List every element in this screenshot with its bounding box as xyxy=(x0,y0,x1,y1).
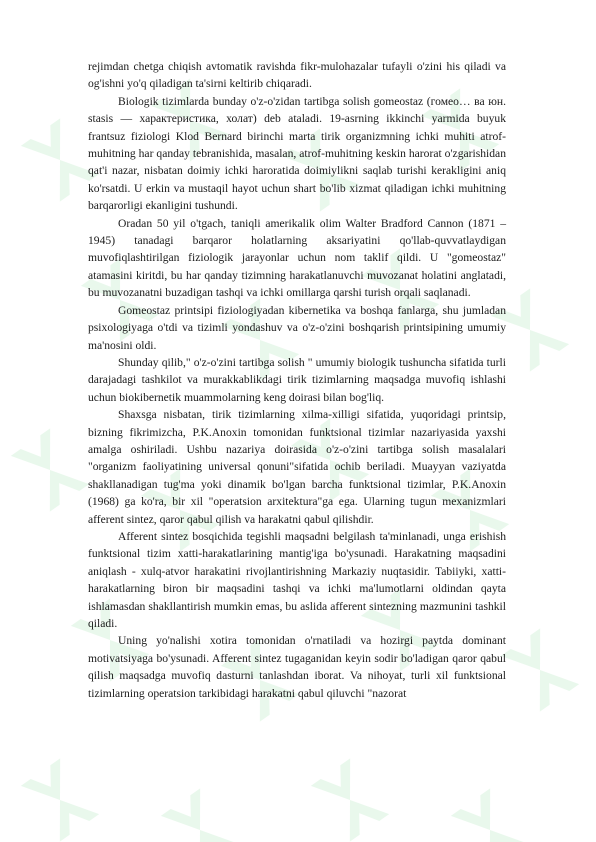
paragraph-8: Uning yo'nalishi xotira tomonidan o'rnatiladi va hozirgi paytda dominant motivatsiyaga bo'ysunadi. Afferent sintez tugaganidan keyin sodir bo'ladigan qaror qabul qilish maqsadga muvofiq dasturni tanlashdan iborat. Va nihoyat, turli xil funktsional tizimlarning operatsion tarkibidagi harakatni qabul qiluvchi "nazorat xyxy=(88,634,506,700)
logo-watermark-icon xyxy=(12,750,107,842)
logo-watermark-icon xyxy=(302,750,397,842)
paragraph-4: Gomeostaz printsipi fiziologiyadan kibernetika va boshqa fanlarga, shu jumladan psixologiyaga o'tdi va tizimli yondashuv va o'z-o'zini boshqarish printsipining umumiy ma'nosini oldi. xyxy=(88,303,506,352)
logo-watermark-icon xyxy=(2,420,97,520)
paragraph-6: Shaxsga nisbatan, tirik tizimlarning xilma-xilligi sifatida, yuqoridagi printsip, bizning fikrimizcha, P.K.Anoxin tomonidan funktsional tizimlar nazariyasida yaxshi amalga oshiriladi. Ushbu nazariya doirasida o'z-o'zini tartibga solish masalalari "organizm faoliyatining universal qonuni"sifatida ochib beriladi. Muayyan vaziyatda shakllanadigan tug'ma yoki dinamik bo'lgan barcha funktsional tizimlar, P.K.Anoxin (1968) ga ko'ra, bir xil "operatsion arxitektura"ga ega. Ularning tugun mexanizmlari afferent sintez, qaror qabul qilish va harakatni qabul qilishdir. xyxy=(88,408,506,526)
paragraph-1: rejimdan chetga chiqish avtomatik ravishda fikr-mulohazalar tufayli o'zini his qiladi va og'ishni yo'q qiladigan ta'sirni keltirib chiqaradi. xyxy=(88,60,506,91)
paragraph-3: Oradan 50 yil o'tgach, taniqli amerikalik olim Walter Bradford Cannon (1871 – 1945) tanadagi barqaror holatlarning aksariyatini qo'llab-quvvatlaydigan muvofiqlashtirilgan fiziologik jarayonlar uchun nom taklif qildi. U "gomeostaz" atamasini kiritdi, bu har qanday tizimning harakatlanuvchi muvozanat holatini anglatadi, bu muvozanatni buzadigan tashqi va ichki omillarga qarshi turish orqali saqlanadi. xyxy=(88,216,506,300)
paragraph-5: Shunday qilib," o'z-o'zini tartibga solish " umumiy biologik tushuncha sifatida turli darajadagi tashkilot va murakkablikdagi tirik tizimlarning maqsadga muvofiq ishlashi uchun biokibernetik muammolarning keng doirasi bilan bog'liq. xyxy=(88,355,506,404)
document-page xyxy=(88,58,506,702)
paragraph-7: Afferent sintez bosqichida tegishli maqsadni belgilash ta'minlanadi, unga erishish funktsional tizim xatti-harakatlarining mantig'iga bo'ysunadi. Harakatning maqsadini aniqlash - xulq-atvor harakatini rivojlantirishning Markaziy nuqtasidir. Tabiiyki, xatti-harakatlarning biron bir maqsadini tashqi va ichki ma'lumotlarni oldindan qayta ishlamasdan shakllantirish mumkin emas, bu aslida afferent sintezning mazmunini tashkil qiladi. xyxy=(88,529,506,630)
logo-watermark-icon xyxy=(492,620,587,720)
logo-watermark-icon xyxy=(152,780,247,842)
paragraph-2: Biologik tizimlarda bunday o'z-o'zidan tartibga solish gomeostaz (гомео… ва юн. stasis — характеристика, холат) deb ataladi. 19-asrning ikkinchi yarmida buyuk frantsuz fiziologi Klod Bernard birinchi marta tirik organizmning ichki muhiti atrof-muhitning har qanday tebranishida, masalan, atrof-muhitning keskin harorat o'zgarishidan qat'i nazar, nisbatan doimiy ichki haroratida doimiylikni saqlab turishi kerakligini aniq ko'rsatdi. U erkin va mustaqil hayot uchun shart bo'lib xizmat qiladigan ichki muhitning barqarorligi ekanligini tushundi. xyxy=(88,94,506,213)
logo-watermark-icon xyxy=(442,780,537,842)
